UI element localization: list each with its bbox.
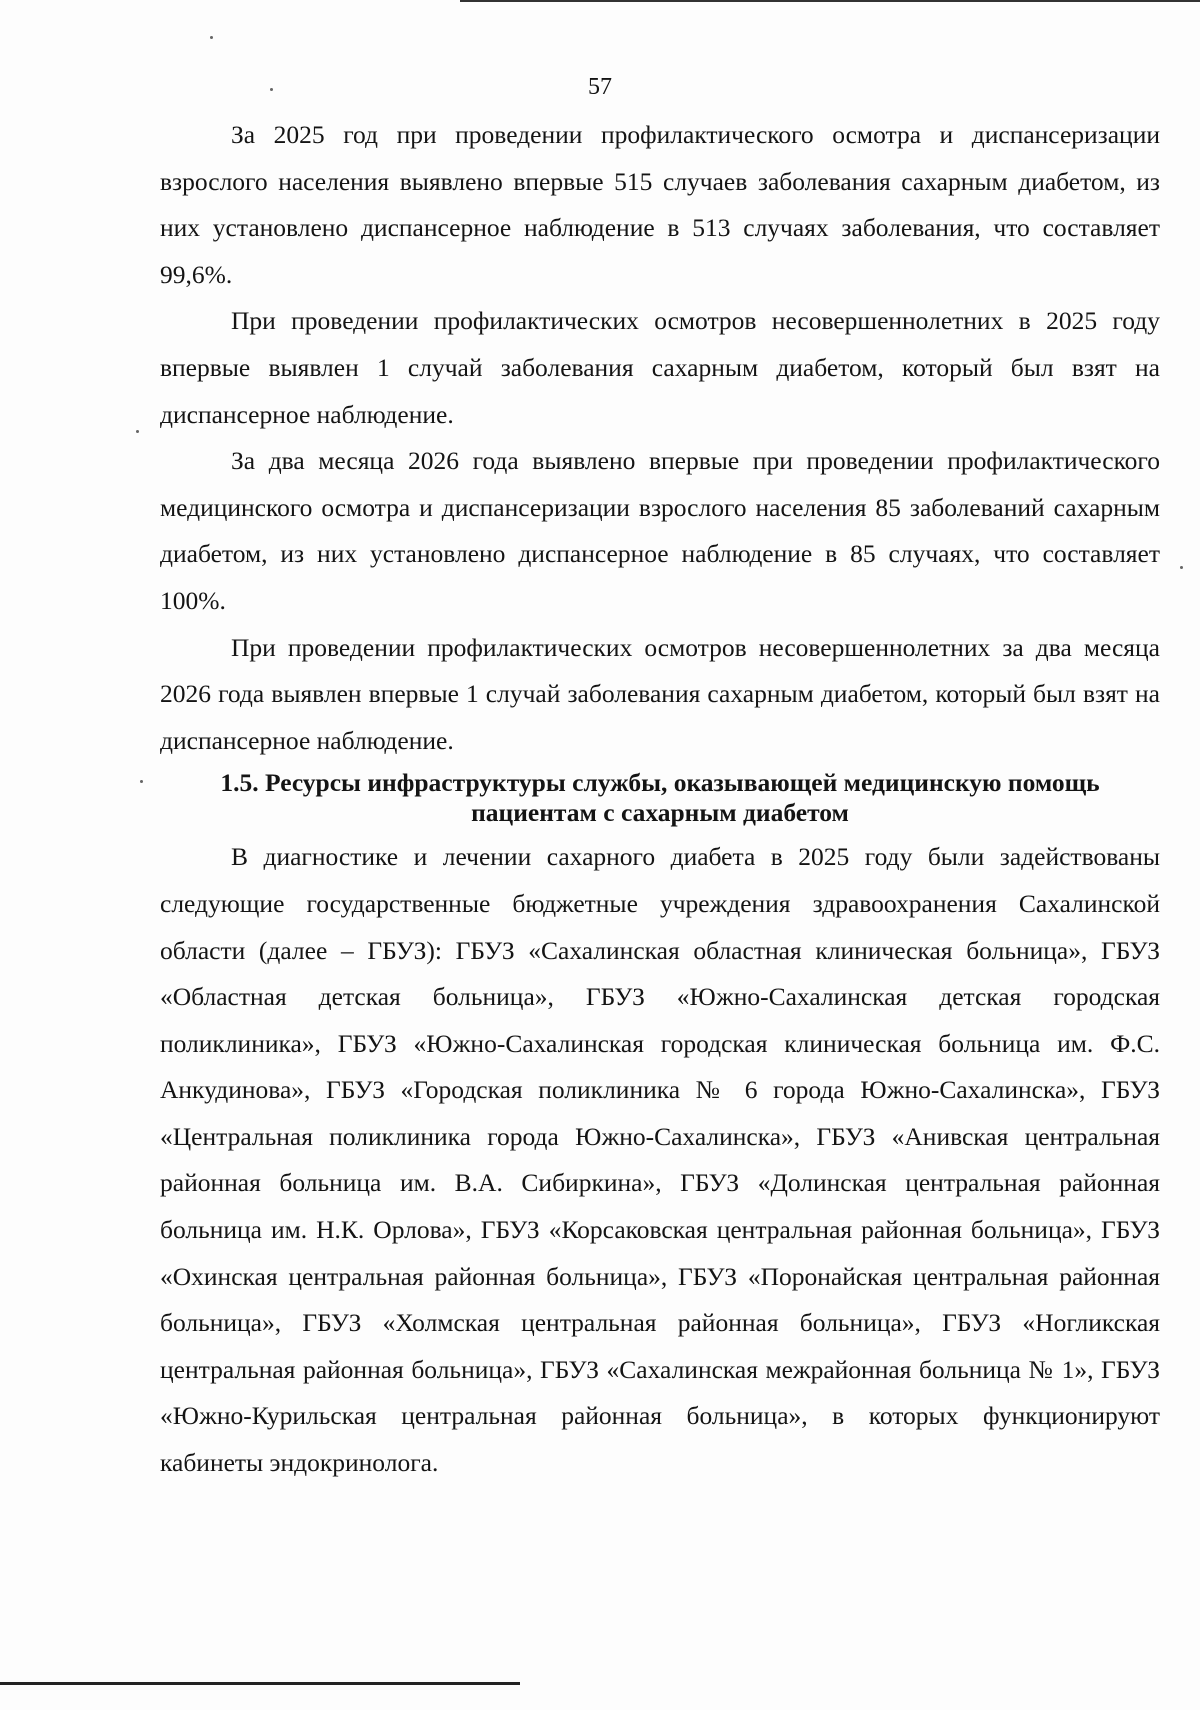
- scan-edge-top: [460, 0, 1200, 2]
- scan-speck: [136, 430, 139, 433]
- paragraph-diabetes-2025-adults: За 2025 год при проведении профилактического осмотра и диспансеризации взрослого населения выявлено впервые 515 случаев заболевания сахарным диабетом, из них установлено диспансерное наблюдение в 513 случаях заболевания, что составляет 99,6%.: [160, 120, 1160, 289]
- paragraph-diabetes-2025-minors: При проведении профилактических осмотров несовершеннолетних в 2025 году впервые выявлен 1 случай заболевания сахарным диабетом, который был взят на диспансерное наблюдение.: [160, 306, 1160, 429]
- scan-edge-bottom: [0, 1682, 520, 1685]
- scan-speck: [210, 36, 213, 39]
- paragraph-institutions: В диагностике и лечении сахарного диабета в 2025 году были задействованы следующие государственные бюджетные учреждения здравоохранения Сахалинской области (далее – ГБУЗ): ГБУЗ «Сахалинская областная клиническая больница», ГБУЗ «Областная детская больница», ГБУЗ «Южно-Сахалинская детская городская поликлиника», ГБУЗ «Южно-Сахалинская городская клиническая больница им. Ф.С. Анкудинова», ГБУЗ «Городская поликлиника № 6 города Южно-Сахалинска», ГБУЗ «Центральная поликлиника города Южно-Сахалинска», ГБУЗ «Анивская центральная районная больница им. В.А. Сибиркина», ГБУЗ «Долинская центральная районная больница им. Н.К. Орлова», ГБУЗ «Корсаковская центральная районная больница», ГБУЗ «Охинская центральная районная больница», ГБУЗ «Поронайская центральная районная больница», ГБУЗ «Холмская центральная районная больница», ГБУЗ «Ногликская центральная районная больница», ГБУЗ «Сахалинская межрайонная больница № 1», ГБУЗ «Южно-Курильская центральная районная больница», в которых функционируют кабинеты эндокринолога.: [160, 842, 1160, 1478]
- page-number: 57: [588, 74, 612, 100]
- body-text-upper: [160, 112, 1160, 1487]
- scan-speck: [1180, 566, 1183, 569]
- paragraph-diabetes-2026-minors: При проведении профилактических осмотров несовершеннолетних за два месяца 2026 года выявлен впервые 1 случай заболевания сахарным диабетом, который был взят на диспансерное наблюдение.: [160, 632, 1160, 755]
- section-heading: 1.5. Ресурсы инфраструктуры службы, оказывающей медицинскую помощь пациентам с сахарным диабетом: [220, 768, 1100, 828]
- scan-speck: [140, 780, 143, 783]
- paragraph-diabetes-2026-adults: За два месяца 2026 года выявлено впервые при проведении профилактического медицинского осмотра и диспансеризации взрослого населения 85 заболеваний сахарным диабетом, из них установлено диспансерное наблюдение в 85 случаях, что составляет 100%.: [160, 446, 1160, 615]
